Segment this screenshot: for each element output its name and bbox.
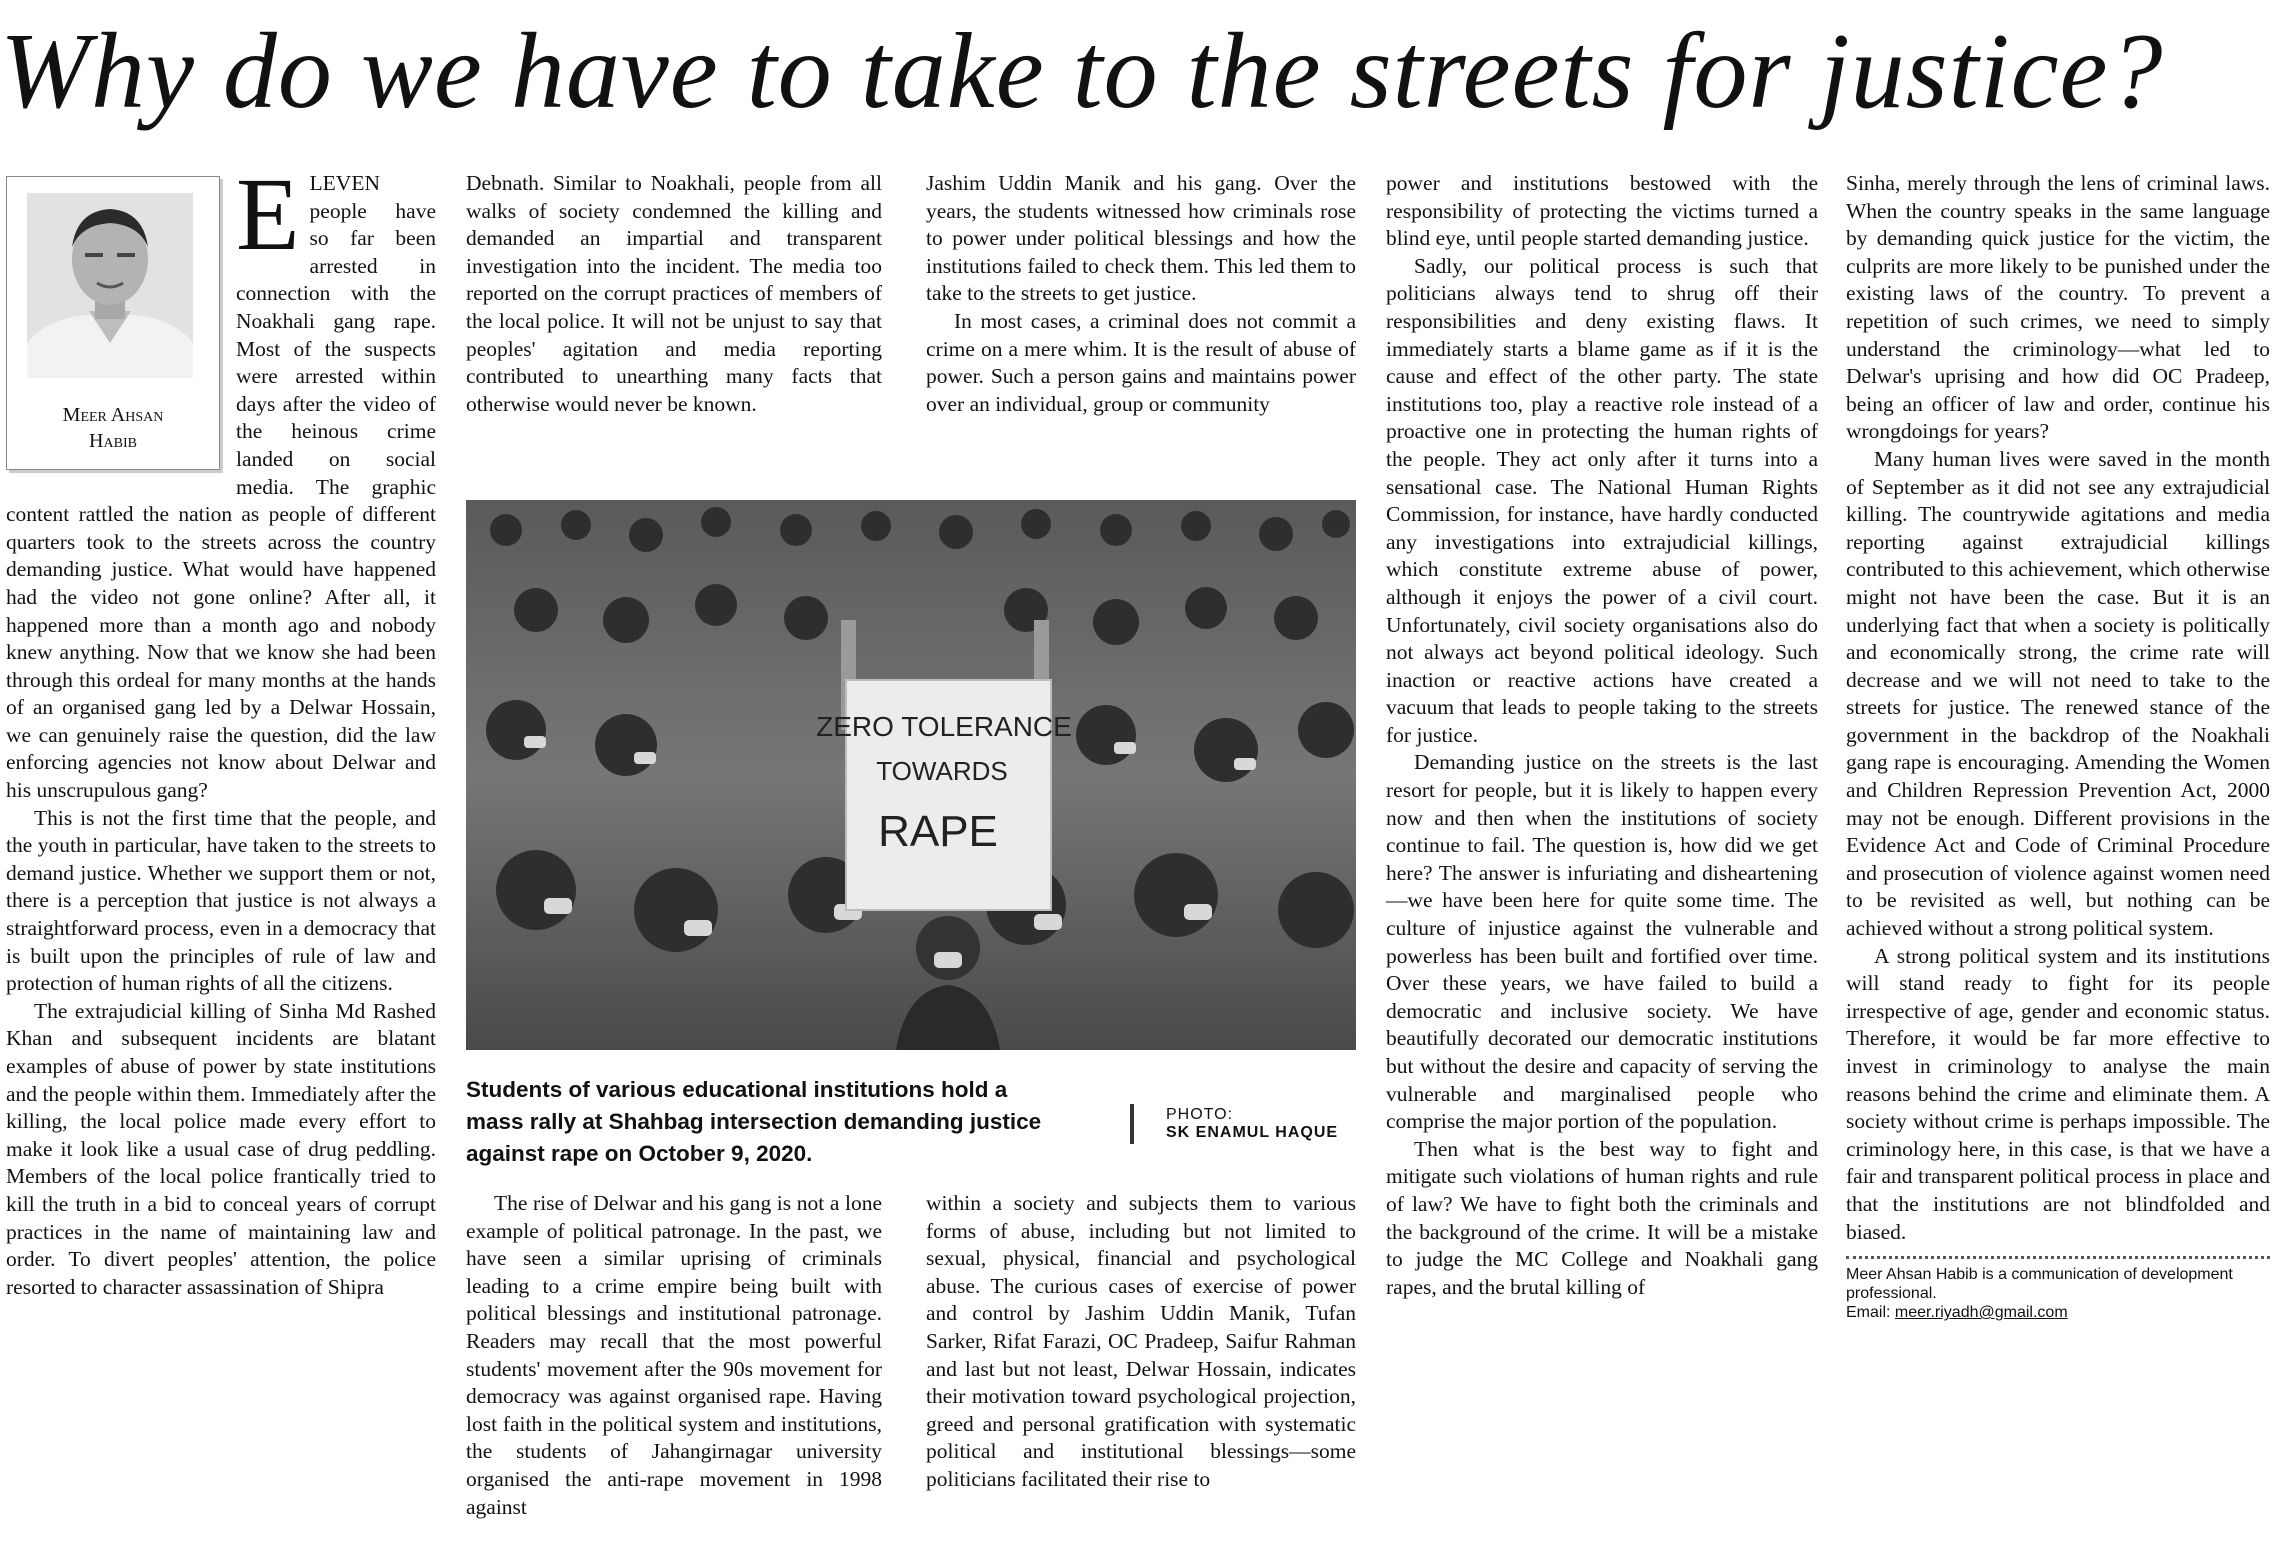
article-column-2-top — [466, 170, 882, 418]
sign-line-3: RAPE — [878, 807, 998, 856]
author-email-link[interactable]: meer.riyadh@gmail.com — [1894, 1304, 2068, 1322]
paragraph: Jashim Uddin Manik and his gang. Over the years, the students witnessed how criminals rose to power under political blessings and how the institutions failed to check them. This led them to take to the streets to get justice. — [926, 171, 1356, 306]
paragraph: ELEVEN people have so far been arrested in connection with the Noakhali gang rape. Most of the suspects were arrested within days after the video of the heinous crime landed on social media. The graphic content rattled the nation as people of different quarters took to the streets across the country demanding justice. What would have happened had the video not gone online? After all, it happened more than a month ago and nobody knew anything. Now that we know she had been through this ordeal for many months at the hands of an organised gang led by a Delwar Hossain, we can genuinely raise the question, did the law enforcing agencies not know about Delwar and his unscrupulous gang? — [6, 157, 436, 803]
article-column-1 — [6, 157, 436, 1301]
bio-divider — [1846, 1256, 2270, 1259]
paragraph: Sinha, merely through the lens of criminal laws. When the country speaks in the same language by demanding quick justice for the victim, the culprits are more likely to be punished under the existing laws of the country. To prevent a repetition of such crimes, we need to simply understand the criminology—what led to Delwar's uprising and how did OC Pradeep, being an officer of law and order, continue his wrongdoings for years? — [1846, 171, 2270, 444]
article-column-3-top — [926, 170, 1356, 418]
lead-word: LEVEN — [309, 171, 380, 195]
paragraph: Sadly, our political process is such that politicians always tend to shrug off their responsibilities and deny existing flaws. It immediately starts a blame game as if it is the cause and effect of the other party. The state institutions too, play a reactive role instead of a proactive one in protecting the human rights of the people. They act only after it turns into a sensational case. The National Human Rights Commission, for instance, have hardly conducted any investigations into extrajudicial killings, which constitute extreme abuse of power, although it enjoys the power of a civil court. Unfortunately, civil society organisations also do not always act beyond political ideology. Such inaction or reactive actions have created a vacuum that leads to people taking to the streets for justice. — [1386, 253, 1818, 747]
sign-line-2: TOWARDS — [876, 756, 1008, 786]
paragraph: In most cases, a criminal does not commit a crime on a mere whim. It is the result of abuse of power. Such a person gains and maintains power over an individual, group or community — [926, 308, 1356, 416]
paragraph: Then what is the best way to fight and mitigate such violations of human rights and rule of law? We have to fight both the criminals and the background of the crime. It will be a mistake to judge the MC College and Noakhali gang rapes, and the brutal killing of — [1386, 1136, 1818, 1299]
author-box — [6, 176, 220, 470]
paragraph: A strong political system and its institutions will stand ready to fight for its people irrespective of age, gender and economic status. Therefore, it would be far more effective to invest in criminology to analyse the main reasons behind the crime and eliminate them. A society without crime is perhaps impossible. The criminology here, in this case, is that we have a fair and transparent political process in place and that the institutions are not blindfolded and biased. — [1846, 943, 2270, 1244]
article-column-4 — [1386, 170, 1818, 1301]
drop-cap: E — [236, 157, 300, 272]
paragraph: Many human lives were saved in the month of September as it did not see any extrajudicial killing. The countrywide agitations and media reporting against extrajudicial killings contributed to this achievement, which otherwise might not have been the case. But it is an underlying fact that when a society is politically and economically strong, the crime rate will decrease and we will not need to take to the streets for justice. The renewed stance of the government in the backdrop of the Noakhali gang rape is encouraging. Amending the Women and Children Repression Prevention Act, 2000 may not be enough. Different provisions in the Evidence Act and Code of Criminal Procedure and prosecution of violence against women need to be revisited as well, but nothing can be achieved without a strong political system. — [1846, 446, 2270, 941]
paragraph: Demanding justice on the streets is the last resort for people, but it is likely to happen every now and then when the institutions of society continue to fail. The question is, how did we get here? The answer is infuriating and disheartening—we have been here for quite some time. The culture of injustice against the vulnerable and powerless has been built and fortified over time. Over these years, we have failed to build a democratic and inclusive society. We have beautifully decorated our democratic institutions but without the desire and capacity of serving the vulnerable and marginalised people who comprise the major portion of the population. — [1386, 750, 1818, 1134]
photo-credit: PHOTO: SK ENAMUL HAQUE — [1166, 1106, 1339, 1141]
paragraph: This is not the first time that the people, and the youth in particular, have taken to the streets to demand justice. Whether we support them or not, there is a perception that justice is not always a straightforward process, even in a democracy that is built upon the principles of rule of law and protection of human rights of all the citizens. — [6, 805, 436, 996]
article-column-2-bottom — [466, 1190, 882, 1521]
paragraph: The rise of Delwar and his gang is not a lone example of political patronage. In the past, we have seen a similar uprising of criminals leading to a crime empire being built with political blessings and institutional patronage. Readers may recall that the most powerful students' movement after the 90s movement for democracy was against organised rape. Having lost faith in the political system and institutions, the students of Jahangirnagar university organised the anti-rape movement in 1998 against — [466, 1191, 882, 1519]
paragraph: Debnath. Similar to Noakhali, people from all walks of society condemned the killing and demanded an impartial and transparent investigation into the incident. The media too reported on the corrupt practices of members of the local police. It will not be unjust to say that peoples' agitation and media reporting contributed to unearthing many facts that otherwise would never be known. — [466, 171, 882, 416]
credit-divider — [1130, 1104, 1134, 1144]
sign-line-1: ZERO TOLERANCE — [816, 711, 1072, 742]
headline: Why do we have to take to the streets for justice? — [0, 12, 2164, 131]
article-column-5 — [1846, 170, 2270, 1322]
paragraph: The extrajudicial killing of Sinha Md Rashed Khan and subsequent incidents are blatant examples of abuse of power by state institutions and the people within them. Immediately after the killing, the local police made every effort to make it look like a usual case of drug peddling. Members of the local police frantically tried to kill the truth in a bid to conceal years of corrupt practices in the name of maintaining law and order. To divert peoples' attention, the police resorted to character assassination of Shipra — [6, 998, 436, 1299]
author-name: Meer Ahsan Habib — [62, 404, 164, 452]
photo-caption: Students of various educational institutions hold a mass rally at Shahbag intersection demanding justice against rape on October 9, 2020. — [466, 1077, 1042, 1166]
author-photo — [27, 193, 193, 378]
paragraph: power and institutions bestowed with the responsibility of protecting the victims turned a blind eye, until people started demanding justice. — [1386, 171, 1818, 251]
article-column-3-bottom — [926, 1190, 1356, 1494]
rally-photo — [466, 500, 1356, 1050]
paragraph: within a society and subjects them to various forms of abuse, including but not limited to sexual, physical, financial and psychological abuse. The curious cases of exercise of power and control by Jashim Uddin Manik, Tufan Sarker, Rifat Farazi, OC Pradeep, Saifur Rahman and last but not least, Delwar Hossain, indicates their motivation toward psychological projection, greed and personal gratification with systematic political and institutional blessings—some politicians facilitated their rise to — [926, 1191, 1356, 1491]
author-bio: Meer Ahsan Habib is a communication of development professional. Email: meer.riyadh@gmail.com — [1846, 1266, 2233, 1322]
